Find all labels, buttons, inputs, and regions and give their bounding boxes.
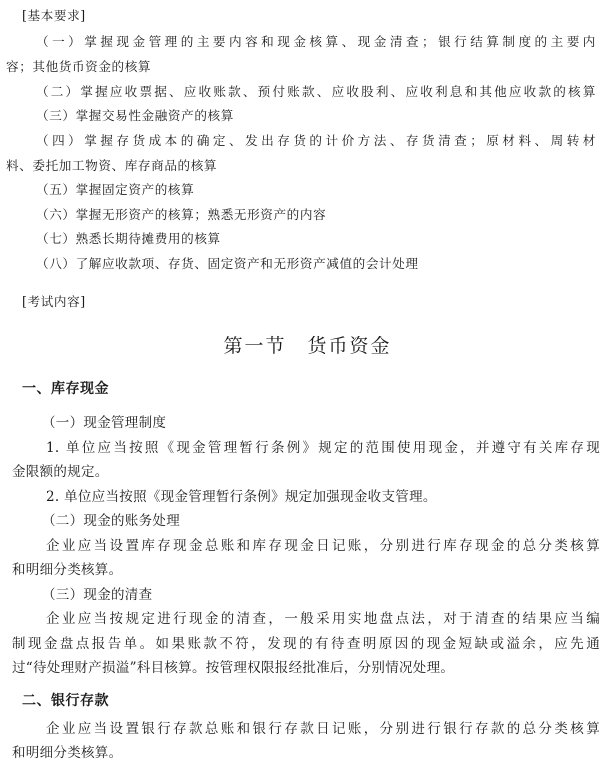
paragraph-line: 企业应当设置银行存款总账和银行存款日记账，分别进行银行存款的总分类核算 [46, 721, 600, 737]
part1-heading: 一、库存现金 [22, 381, 109, 397]
paragraph-line: 2. 单位应当按照《现金管理暂行条例》规定加强现金收支管理。 [46, 489, 437, 505]
part1-subheading: （二）现金的账务处理 [42, 513, 180, 529]
requirement-item: （一）掌握现金管理的主要内容和现金核算、现金清查；银行结算制度的主要内 [36, 34, 596, 49]
paragraph-line: 和明细分类核算。 [12, 745, 123, 761]
requirement-item: （三）掌握交易性金融资产的核算 [36, 108, 234, 123]
part1-subheading: （三）现金的清查 [42, 587, 153, 603]
paragraph-line: 金限额的规定。 [12, 464, 109, 480]
paragraph-line: 1. 单位应当按照《现金管理暂行条例》规定的范围使用现金，并遵守有关库存现 [46, 440, 600, 456]
requirement-item: （五）掌握固定资产的核算 [36, 182, 195, 197]
paragraph-line: 过“待处理财产损溢”科目核算。按管理权限报经批准后，分别情况处理。 [12, 660, 455, 676]
section-title: 第一节 货币资金 [223, 335, 392, 357]
exam-heading: [考试内容] [22, 294, 86, 309]
paragraph-line: 制现金盘点报告单。如果账款不符，发现的有待查明原因的现金短缺或溢余，应先通 [12, 636, 600, 652]
requirement-item: （八）了解应收款项、存货、固定资产和无形资产减值的会计处理 [36, 256, 419, 271]
paragraph-line: 企业应当按规定进行现金的清查，一般采用实地盘点法，对于清查的结果应当编 [46, 611, 600, 627]
part1-subheading: （一）现金管理制度 [42, 415, 167, 431]
requirement-item: 料、委托加工物资、库存商品的核算 [6, 158, 218, 173]
paragraph-line: 和明细分类核算。 [12, 562, 123, 578]
part2-heading: 二、银行存款 [22, 693, 109, 709]
requirements-heading: [基本要求] [22, 8, 86, 23]
requirement-item: （七）熟悉长期待摊费用的核算 [36, 231, 221, 246]
requirement-item: （六）掌握无形资产的核算；熟悉无形资产的内容 [36, 207, 327, 222]
requirement-item: （四）掌握存货成本的确定、发出存货的计价方法、存货清查；原材料、周转材 [36, 133, 596, 148]
paragraph-line: 企业应当设置库存现金总账和库存现金日记账，分别进行库存现金的总分类核算 [46, 538, 600, 554]
requirement-item: （二）掌握应收票据、应收账款、预付账款、应收股利、应收利息和其他应收款的核算 [36, 84, 596, 99]
requirement-item: 容；其他货币资金的核算 [6, 59, 152, 74]
